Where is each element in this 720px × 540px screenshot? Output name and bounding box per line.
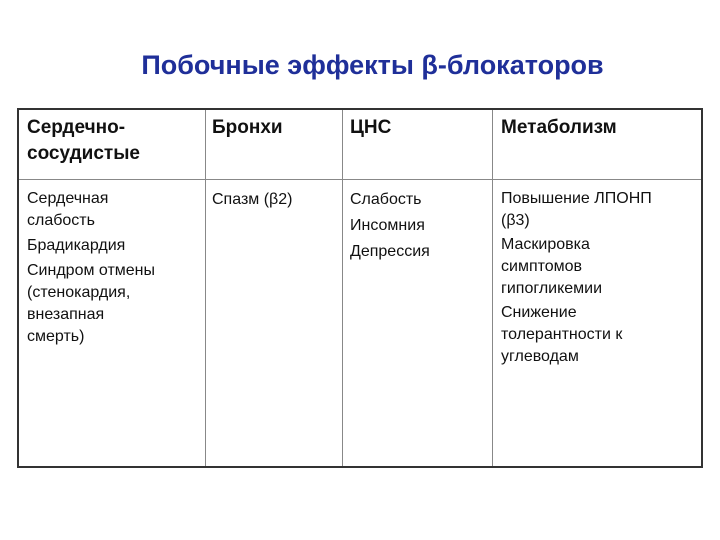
cns-item: Инсомния <box>350 217 425 234</box>
bronchi-cell <box>212 188 337 212</box>
header-metabolism: Метаболизм <box>501 117 617 138</box>
cns-item: Слабость <box>350 191 422 208</box>
cardio-item: Брадикардия <box>27 237 126 254</box>
side-effects-table <box>17 108 703 468</box>
metabolism-item: Повышение ЛПОНП (β3) <box>501 190 652 229</box>
slide-title: Побочные эффекты β-блокаторов <box>141 50 604 80</box>
metabolism-item: Снижение толерантности к углеводам <box>501 304 623 365</box>
header-cns: ЦНС <box>350 117 392 138</box>
header-bronchi: Бронхи <box>212 117 283 138</box>
column-divider <box>492 110 493 466</box>
cns-cell <box>350 188 485 264</box>
metabolism-item: Маскировка симптомов гипогликемии <box>501 236 603 297</box>
cardio-cell <box>27 188 202 348</box>
header-cardiovascular: Сердечно- сосудистые <box>27 117 140 164</box>
metabolism-cell <box>501 188 699 368</box>
cardio-item: Сердечная слабость <box>27 190 109 229</box>
column-divider <box>205 110 206 466</box>
column-divider <box>342 110 343 466</box>
bronchi-item: Спазм (β2) <box>212 191 293 208</box>
cns-item: Депрессия <box>350 243 430 260</box>
cardio-item: Синдром отмены (стенокардия, внезапная смерть) <box>27 262 156 345</box>
header-divider <box>19 179 701 180</box>
